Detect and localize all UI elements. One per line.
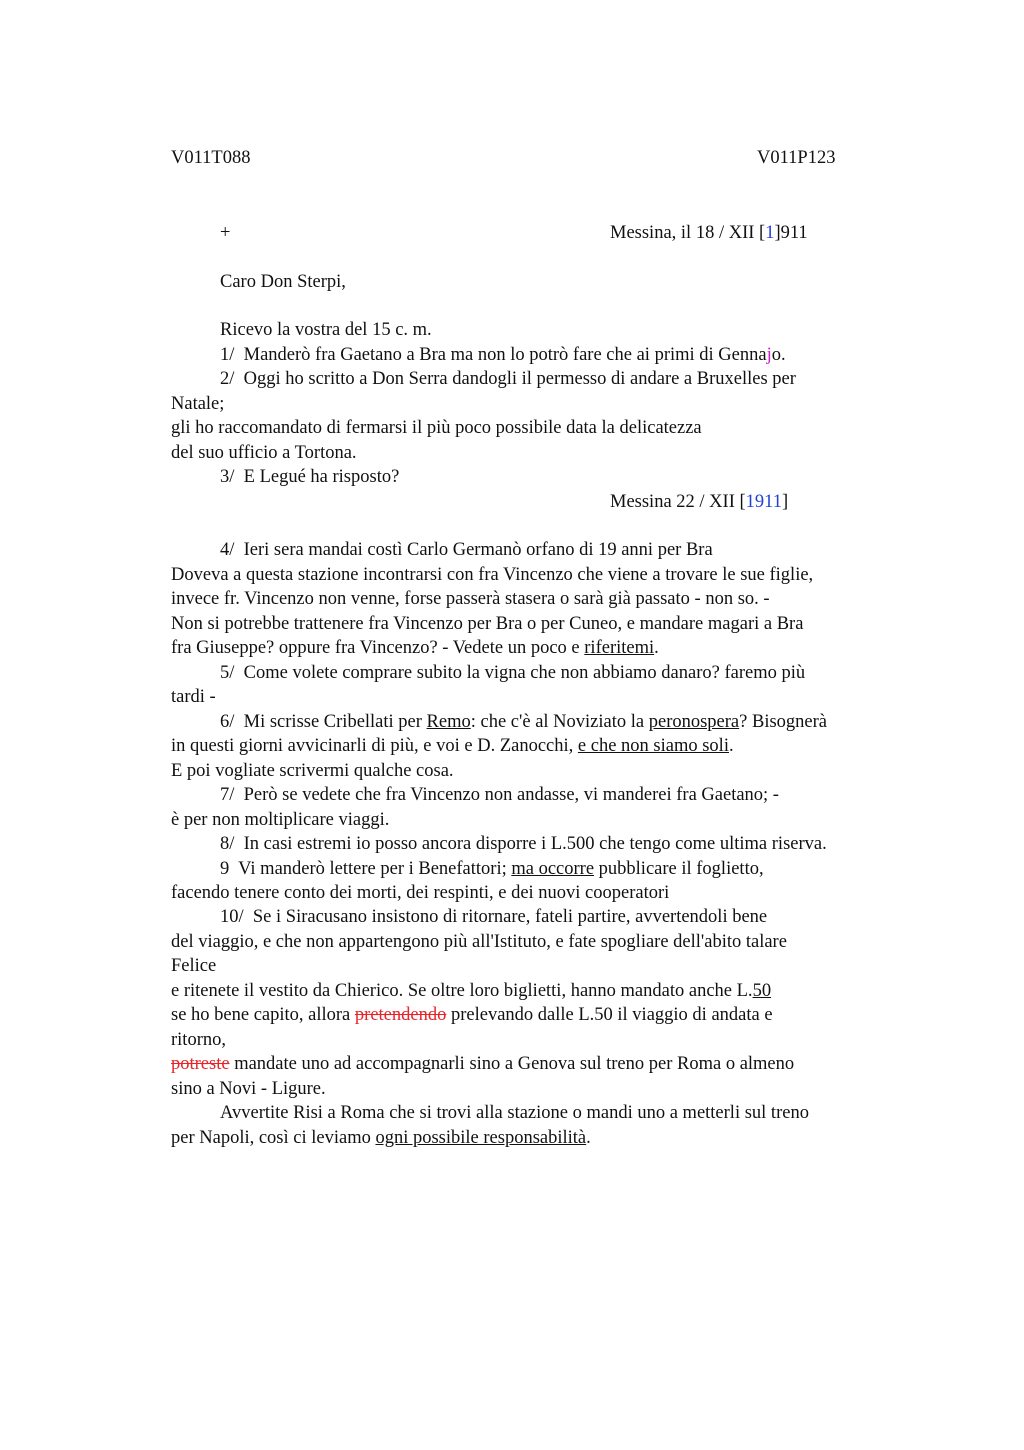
editorial-insert: 1	[765, 223, 775, 243]
header-right-code: V011P123	[757, 148, 836, 168]
paragraph-10-line: ritorno,	[171, 1030, 226, 1050]
editorial-insert: 1911	[745, 492, 782, 512]
paragraph-2-line: Natale;	[171, 394, 225, 414]
paragraph-10-line: sino a Novi - Ligure.	[171, 1079, 326, 1099]
paragraph-6-line: 6/ Mi scrisse Cribellati per Remo: che c'è al Noviziato la peronospera? Bisognerà	[220, 712, 827, 732]
cross-mark: +	[220, 223, 231, 243]
editorial-insert: j	[766, 345, 772, 365]
header-left-code: V011T088	[171, 148, 251, 168]
paragraph-11-line: Avvertite Risi a Roma che si trovi alla stazione o mandi uno a metterli sul treno	[220, 1103, 809, 1123]
paragraph-6-line: in questi giorni avvicinarli di più, e voi e D. Zanocchi, e che non siamo soli.	[171, 736, 734, 756]
paragraph-4-line: Doveva a questa stazione incontrarsi con fra Vincenzo che viene a trovare le sue figlie,	[171, 565, 814, 585]
paragraph-4-line: 4/ Ieri sera mandai costì Carlo Germanò orfano di 19 anni per Bra	[220, 540, 713, 560]
paragraph-5-line: tardi -	[171, 687, 216, 707]
salutation: Caro Don Sterpi,	[220, 272, 346, 292]
paragraph-7-line: 7/ Però se vedete che fra Vincenzo non andasse, vi manderei fra Gaetano; -	[220, 785, 779, 805]
paragraph-10-line: 10/ Se i Siracusano insistono di ritornare, fateli partire, avvertendoli bene	[220, 907, 768, 927]
struck-word: potreste	[171, 1054, 230, 1074]
paragraph-10-line: del viaggio, e che non appartengono più all'Istituto, e fate spogliare dell'abito talare	[171, 932, 787, 952]
struck-word: pretendendo	[354, 1005, 447, 1025]
dateline-1: Messina, il 18 / XII [1]911	[610, 223, 808, 243]
paragraph-6-line: E poi vogliate scrivermi qualche cosa.	[171, 761, 454, 781]
dateline-2: Messina 22 / XII [1911]	[610, 492, 789, 512]
paragraph-3: 3/ E Legué ha risposto?	[220, 467, 400, 487]
paragraph-7-line: è per non moltiplicare viaggi.	[171, 810, 390, 830]
paragraph-9-line: 9 Vi manderò lettere per i Benefattori; ma occorre pubblicare il foglietto,	[220, 859, 764, 879]
paragraph-10-line: Felice	[171, 956, 217, 976]
paragraph-10-line: e ritenete il vestito da Chierico. Se oltre loro biglietti, hanno mandato anche L.50	[171, 981, 772, 1001]
paragraph-10-line: potreste mandate uno ad accompagnarli sino a Genova sul treno per Roma o almeno	[171, 1054, 795, 1074]
paragraph-10-line: se ho bene capito, allora pretendendo prelevando dalle L.50 il viaggio di andata e	[171, 1005, 773, 1025]
paragraph-4-line: fra Giuseppe? oppure fra Vincenzo? - Vedete un poco e riferitemi.	[171, 638, 659, 658]
intro-line: Ricevo la vostra del 15 c. m.	[220, 320, 432, 340]
paragraph-2-line: gli ho raccomandato di fermarsi il più poco possibile data la delicatezza	[171, 418, 702, 438]
paragraph-2-line: 2/ Oggi ho scritto a Don Serra dandogli il permesso di andare a Bruxelles per	[220, 369, 796, 389]
paragraph-5-line: 5/ Come volete comprare subito la vigna che non abbiamo danaro? faremo più	[220, 663, 806, 683]
paragraph-11-line: per Napoli, così ci leviamo ogni possibile responsabilità.	[171, 1128, 591, 1148]
paragraph-9-line: facendo tenere conto dei morti, dei respinti, e dei nuovi cooperatori	[171, 883, 670, 903]
paragraph-2-line: del suo ufficio a Tortona.	[171, 443, 357, 463]
paragraph-8: 8/ In casi estremi io posso ancora disporre i L.500 che tengo come ultima riserva.	[220, 834, 827, 854]
paragraph-1: 1/ Manderò fra Gaetano a Bra ma non lo potrò fare che ai primi di Gennajo.	[220, 345, 786, 365]
paragraph-4-line: invece fr. Vincenzo non venne, forse passerà stasera o sarà già passato - non so. -	[171, 589, 770, 609]
paragraph-4-line: Non si potrebbe trattenere fra Vincenzo per Bra o per Cuneo, e mandare magari a Bra	[171, 614, 804, 634]
